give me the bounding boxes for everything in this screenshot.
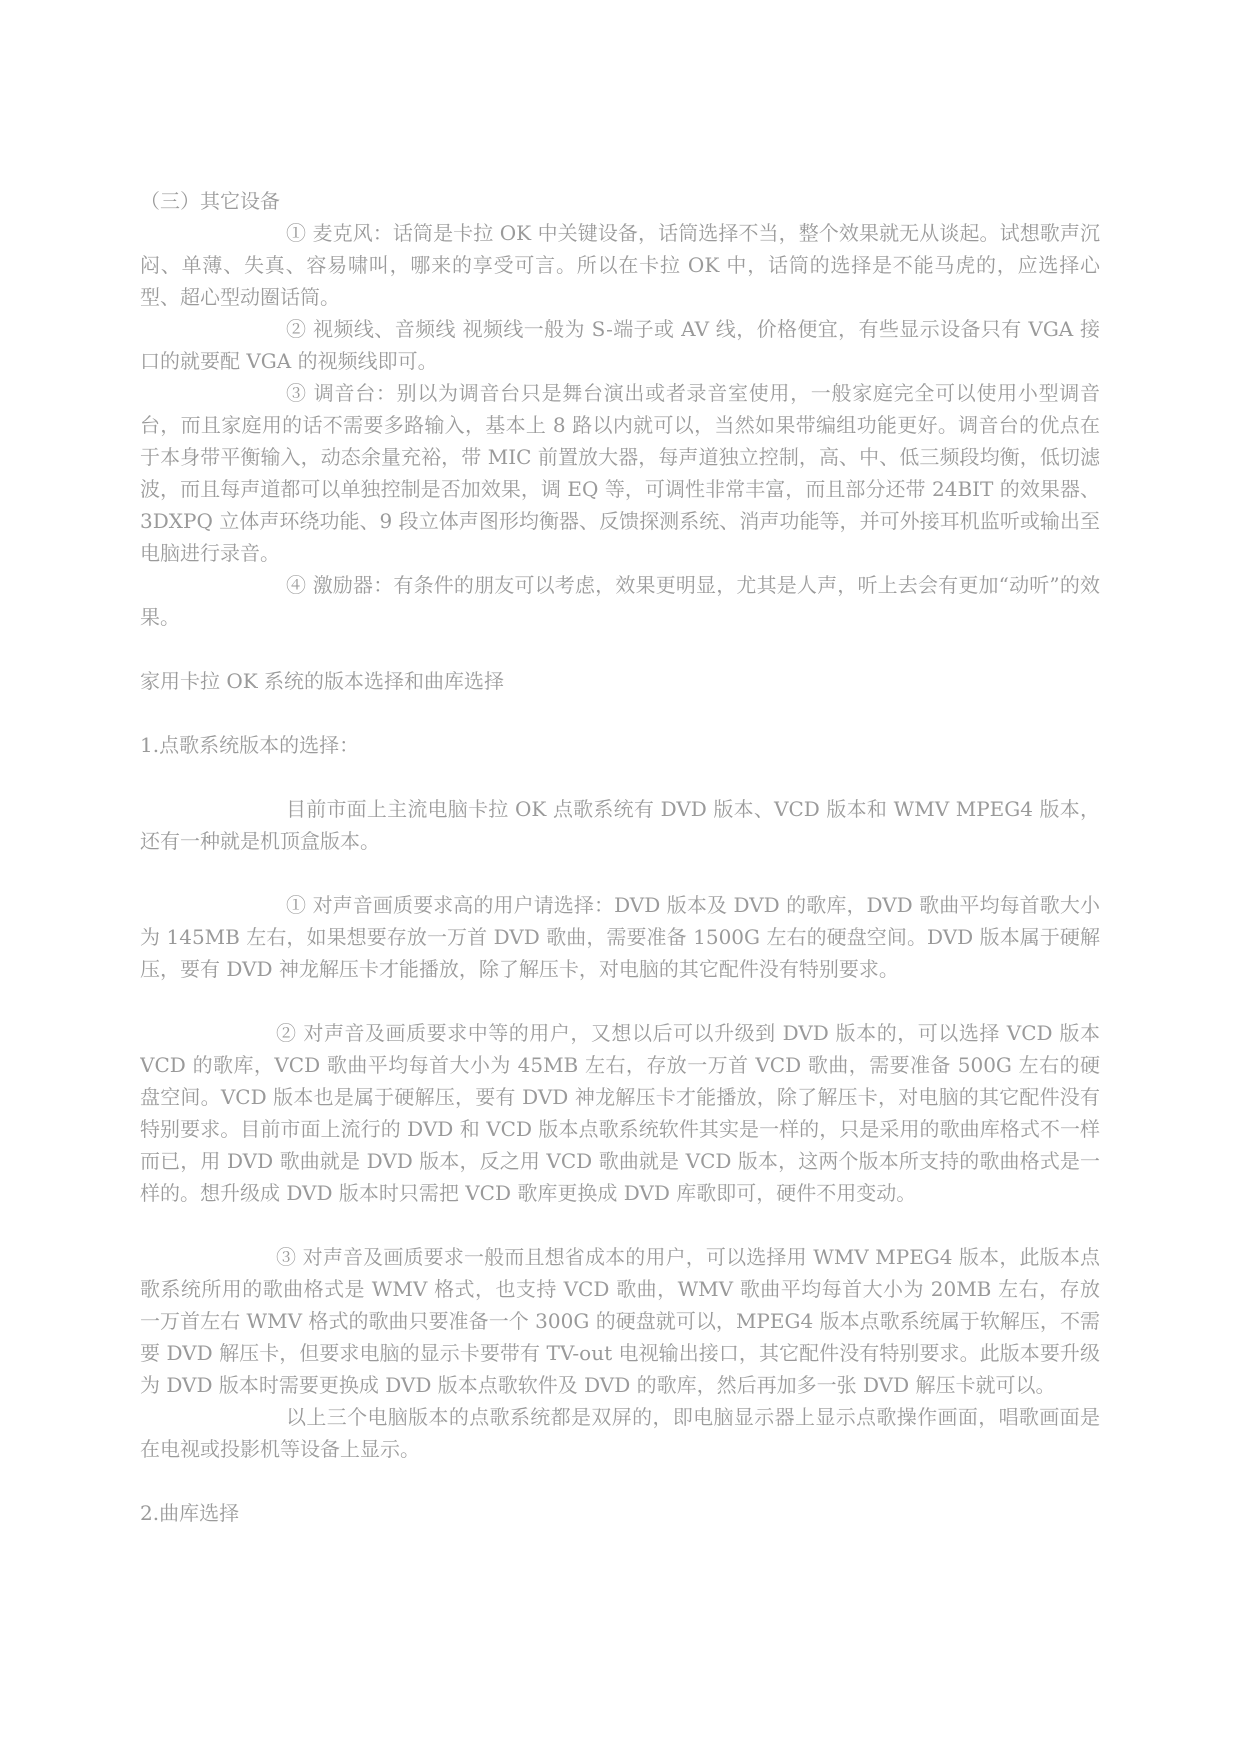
- document-body: [140, 185, 1100, 1529]
- paragraph-vcd-version: ② 对声音及画质要求中等的用户，又想以后可以升级到 DVD 版本的，可以选择 VCD 版本 VCD 的歌库，VCD 歌曲平均每首大小为 45MB 左右，存放一万首 VCD 歌曲，需要准备 500G 左右的硬盘空间。VCD 版本也是属于硬解压，要有 DVD 神龙解压卡才能播放，除了解压卡，对电脑的其它配件没有特别要求。目前市面上流行的 DVD 和 VCD 版本点歌系统软件其实是一样的，只是采用的歌曲库格式不一样而已，用 DVD 歌曲就是 DVD 版本，反之用 VCD 歌曲就是 VCD 版本，这两个版本所支持的歌曲格式是一样的。想升级成 DVD 版本时只需把 VCD 歌库更换成 DVD 库歌即可，硬件不用变动。: [140, 1021, 1100, 1205]
- paragraph-dvd-version: ① 对声音画质要求高的用户请选择：DVD 版本及 DVD 的歌库，DVD 歌曲平均每首歌大小为 145MB 左右，如果想要存放一万首 DVD 歌曲，需要准备 1500G 左右的硬盘空间。DVD 版本属于硬解压，要有 DVD 神龙解压卡才能播放，除了解压卡，对电脑的其它配件没有特别要求。: [140, 893, 1100, 981]
- spacer: [140, 697, 1100, 729]
- spacer: [140, 633, 1100, 665]
- version-intro: 目前市面上主流电脑卡拉 OK 点歌系统有 DVD 版本、VCD 版本和 WMV MPEG4 版本，还有一种就是机顶盒版本。: [140, 797, 1100, 853]
- spacer: [140, 1465, 1100, 1497]
- paragraph-summary: 以上三个电脑版本的点歌系统都是双屏的，即电脑显示器上显示点歌操作画面，唱歌画面是在电视或投影机等设备上显示。: [140, 1405, 1100, 1461]
- paragraph-cables: ② 视频线、音频线 视频线一般为 S-端子或 AV 线，价格便宜，有些显示设备只有 VGA 接口的就要配 VGA 的视频线即可。: [140, 317, 1100, 373]
- paragraph-wmv-version: ③ 对声音及画质要求一般而且想省成本的用户，可以选择用 WMV MPEG4 版本，此版本点歌系统所用的歌曲格式是 WMV 格式，也支持 VCD 歌曲，WMV 歌曲平均每首大小为 20MB 左右，存放一万首左右 WMV 格式的歌曲只要准备一个 300G 的硬盘就可以，MPEG4 版本点歌系统属于软解压，不需要 DVD 解压卡，但要求电脑的显示卡要带有 TV-out 电视输出接口，其它配件没有特别要求。此版本要升级为 DVD 版本时需要更换成 DVD 版本点歌软件及 DVD 的歌库，然后再加多一张 DVD 解压卡就可以。: [140, 1245, 1100, 1397]
- library-title: 2.曲库选择: [140, 1501, 240, 1525]
- spacer: [140, 1209, 1100, 1241]
- paragraph-microphone: ① 麦克风：话筒是卡拉 OK 中关键设备，话筒选择不当，整个效果就无从谈起。试想歌声沉闷、单薄、失真、容易啸叫，哪来的享受可言。所以在卡拉 OK 中，话筒的选择是不能马虎的，应选择心型、超心型动圈话筒。: [140, 221, 1100, 309]
- version-title: 1.点歌系统版本的选择：: [140, 733, 360, 757]
- spacer: [140, 761, 1100, 793]
- subheading: 家用卡拉 OK 系统的版本选择和曲库选择: [140, 669, 505, 693]
- spacer: [140, 985, 1100, 1017]
- paragraph-mixer: ③ 调音台：别以为调音台只是舞台演出或者录音室使用，一般家庭完全可以使用小型调音台，而且家庭用的话不需要多路输入，基本上 8 路以内就可以，当然如果带编组功能更好。调音台的优点在于本身带平衡输入，动态余量充裕，带 MIC 前置放大器，每声道独立控制，高、中、低三频段均衡，低切滤波，而且每声道都可以单独控制是否加效果，调 EQ 等，可调性非常丰富，而且部分还带 24BIT 的效果器、3DXPQ 立体声环绕功能、9 段立体声图形均衡器、反馈探测系统、消声功能等，并可外接耳机监听或输出至电脑进行录音。: [140, 381, 1100, 565]
- paragraph-exciter: ④ 激励器：有条件的朋友可以考虑，效果更明显，尤其是人声，听上去会有更加“动听”的效果。: [140, 573, 1100, 629]
- spacer: [140, 857, 1100, 889]
- section-heading: （三）其它设备: [140, 189, 280, 213]
